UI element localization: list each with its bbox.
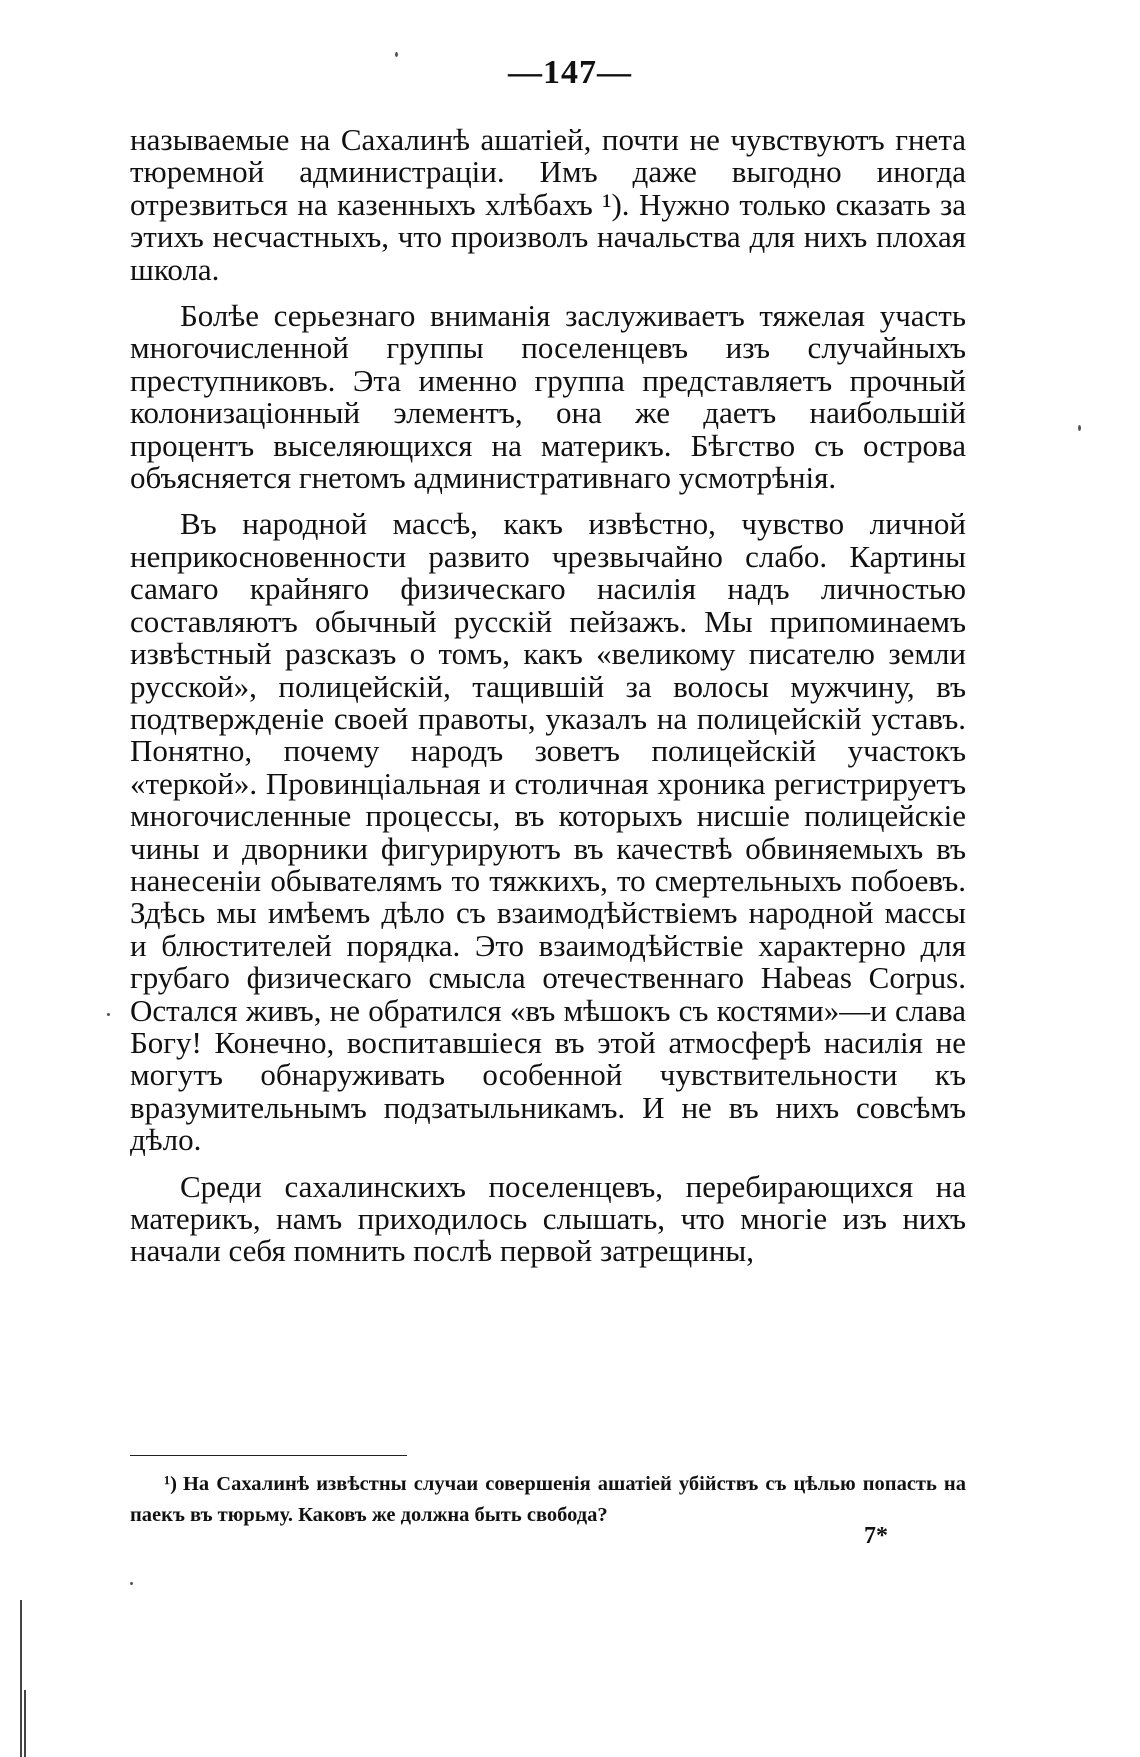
scan-edge-line: [24, 1690, 26, 1757]
page-number: —147—: [508, 54, 632, 91]
scan-speck: [395, 52, 398, 57]
paragraph: Въ народной массѣ, какъ извѣстно, чувство личной неприкосновенности развито чрезвычайно слабо. Картины самаго крайняго физическаго насилія надъ личностью составляютъ обычный русскій пейзажъ. Мы припоминаемъ извѣстный разсказъ о томъ, какъ «великому писателю земли русской», полицейскій, тащившій за волосы мужчину, въ подтвержденіе своей правоты, указалъ на полицейскій уставъ. Понятно, почему народъ зоветъ полицейскій участокъ «теркой». Провинціальная и столичная хроника регистрируетъ многочисленные процессы, въ которыхъ нисшіе полицейскіе чины и дворники фигурируютъ въ качествѣ обвиняемыхъ въ нанесеніи обывателямъ то тяжкихъ, то смертельныхъ побоевъ. Здѣсь мы имѣемъ дѣло съ взаимодѣйствіемъ народной массы и блюстителей порядка. Это взаимодѣйствіе характерно для грубаго физическаго смысла отечественнаго Habeas Corpus. Остался живъ, не обратился «въ мѣшокъ съ костями»—и слава Богу! Конечно, воспитавшіеся въ этой атмосферѣ насилія не могутъ обнаруживать особенной чувствительности къ вразумительнымъ подзатыльникамъ. И не въ нихъ совсѣмъ дѣло.: [130, 506, 966, 1158]
printer-signature-mark: 7*: [864, 1523, 888, 1549]
scan-speck: [130, 1582, 133, 1585]
footnote-text: На Сахалинѣ извѣстны случаи совершенія ашатіей убійствъ съ цѣлью попасть на паекъ въ тюрьму. Каковъ же должна быть свобода?: [130, 1473, 966, 1526]
scan-edge-line: [20, 1600, 22, 1757]
paragraph-continuation: называемые на Сахалинѣ ашатіей, почти не чувствуютъ гнета тюремной администраціи. Имъ даже выгодно иногда отрезвиться на казенныхъ хлѣбахъ ¹). Нужно только сказать за этихъ несчастныхъ, что произволъ начальства для нихъ плохая школа.: [130, 122, 966, 287]
paragraph: Болѣе серьезнаго вниманія заслуживаетъ тяжелая участь многочисленной группы поселенцевъ изъ случайныхъ преступниковъ. Эта именно группа представляетъ прочный колонизаціонный элементъ, она же даетъ наибольшій процентъ выселяющихся на материкъ. Бѣгство съ острова объясняется гнетомъ административнаго усмотрѣнія.: [130, 298, 966, 496]
scan-speck: [1078, 425, 1081, 431]
main-text: [130, 124, 966, 1268]
scan-speck: [107, 1013, 110, 1016]
footnote: [130, 1469, 966, 1531]
footnote-marker: ¹): [164, 1473, 177, 1495]
paragraph: Среди сахалинскихъ поселенцевъ, перебирающихся на материкъ, намъ приходилось слышать, что многіе изъ нихъ начали себя помнить послѣ первой затрещины,: [130, 1168, 966, 1269]
footnote-separator: [130, 1455, 407, 1456]
